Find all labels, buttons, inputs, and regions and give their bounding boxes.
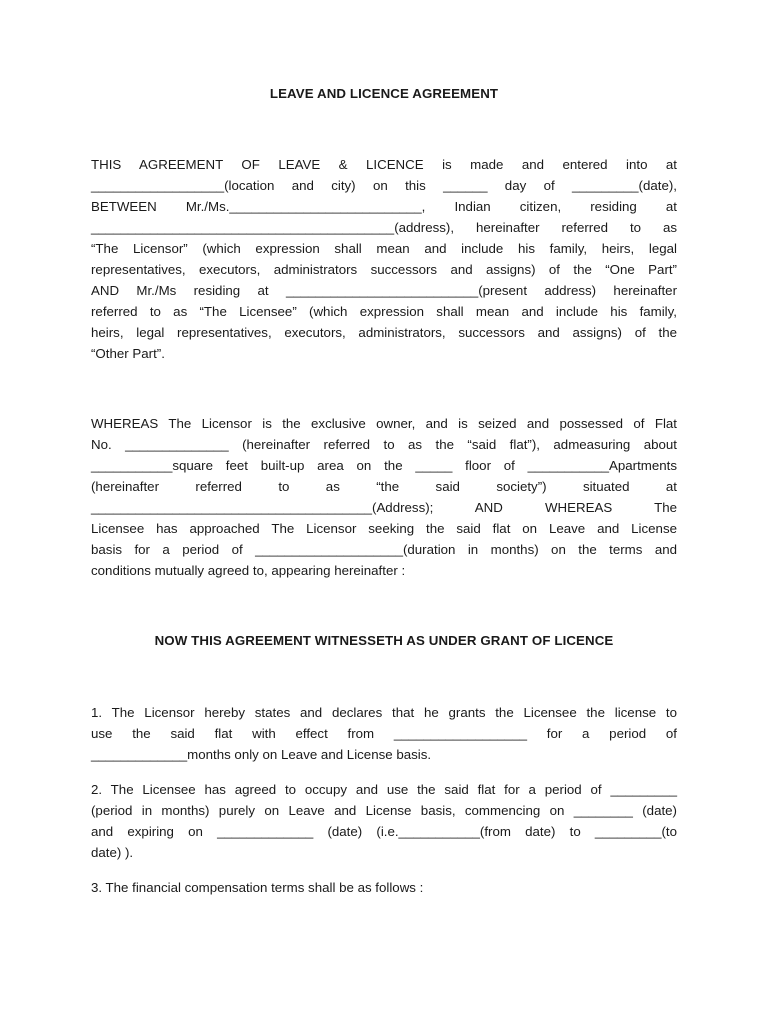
clause-2-paragraph — [91, 779, 677, 863]
text-line: conditions mutually agreed to, appearing hereinafter : — [91, 563, 406, 578]
text-line: No. ______________ (hereinafter referred to as the “said flat”), admeasuring about — [91, 437, 677, 452]
text-line: heirs, legal representatives, executors, administrators, successors and assigns) of the — [91, 325, 677, 340]
text-line: 1. The Licensor hereby states and declares that he grants the Licensee the license to — [91, 705, 677, 720]
text-line: AND Mr./Ms residing at __________________________(present address) hereinafter — [91, 283, 677, 298]
text-line: “Other Part”. — [91, 346, 165, 361]
text-line: 3. The financial compensation terms shall be as follows : — [91, 880, 424, 895]
text-line: ___________square feet built-up area on the _____ floor of ___________Apartments — [91, 458, 677, 473]
text-line: BETWEEN Mr./Ms.__________________________, Indian citizen, residing at — [91, 199, 677, 214]
text-line: _____________months only on Leave and License basis. — [91, 747, 432, 762]
section-heading: NOW THIS AGREEMENT WITNESSETH AS UNDER GRANT OF LICENCE — [154, 633, 614, 648]
text-line: referred to as “The Licensee” (which expression shall mean and include his family, — [91, 304, 677, 319]
text-line: Licensee has approached The Licensor seeking the said flat on Leave and License — [91, 521, 677, 536]
text-line: basis for a period of ____________________(duration in months) on the terms and — [91, 542, 677, 557]
text-line: date) ). — [91, 845, 134, 860]
text-line: (period in months) purely on Leave and License basis, commencing on ________ (date) — [91, 803, 677, 818]
text-line: (hereinafter referred to as “the said society”) situated at — [91, 479, 677, 494]
parties-paragraph — [91, 154, 677, 364]
clause-1-paragraph — [91, 702, 677, 765]
text-line: “The Licensor” (which expression shall mean and include his family, heirs, legal — [91, 241, 677, 256]
document-title: LEAVE AND LICENCE AGREEMENT — [269, 86, 499, 101]
text-line: WHEREAS The Licensor is the exclusive owner, and is seized and possessed of Flat — [91, 416, 677, 431]
text-line: __________________(location and city) on this ______ day of _________(date), — [91, 178, 677, 193]
text-line: THIS AGREEMENT OF LEAVE & LICENCE is made and entered into at — [91, 157, 677, 172]
text-line: 2. The Licensee has agreed to occupy and use the said flat for a period of _________ — [91, 782, 677, 797]
text-line: ______________________________________(Address); AND WHEREAS The — [91, 500, 677, 515]
clause-3-paragraph — [91, 877, 677, 898]
whereas-paragraph — [91, 413, 677, 581]
text-line: representatives, executors, administrators successors and assigns) of the “One Part” — [91, 262, 677, 277]
text-line: use the said flat with effect from __________________ for a period of — [91, 726, 677, 741]
text-line: _________________________________________(address), hereinafter referred to as — [91, 220, 677, 235]
text-line: and expiring on _____________ (date) (i.e.___________(from date) to _________(to — [91, 824, 677, 839]
